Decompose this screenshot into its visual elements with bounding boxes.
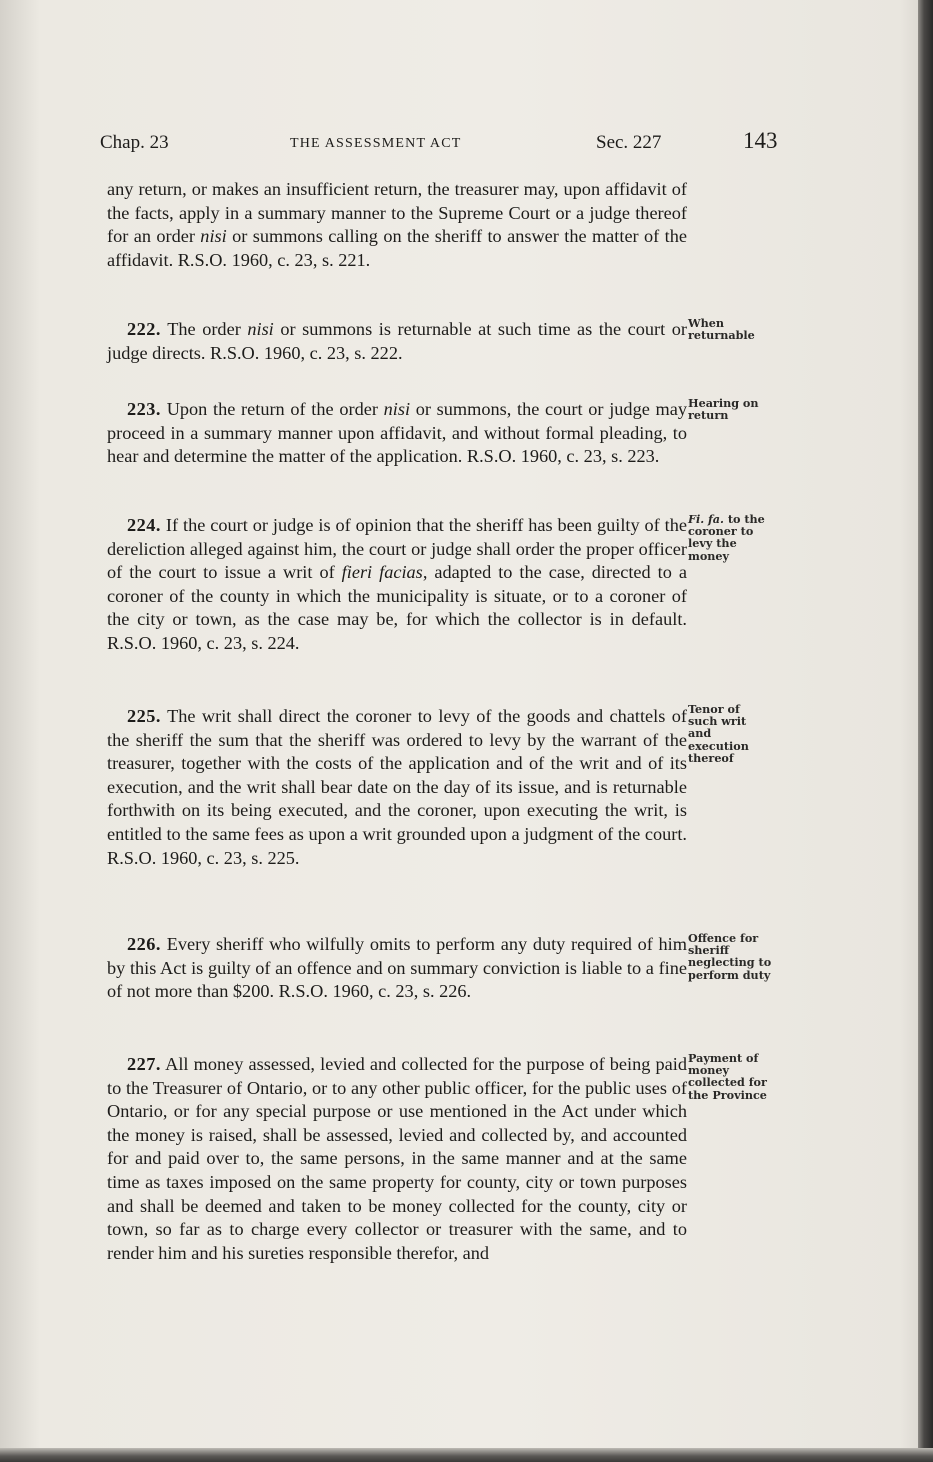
section-222 — [107, 318, 687, 365]
margin-note-222: When returnable — [688, 316, 755, 343]
section-225 — [107, 705, 687, 870]
section-225-number: 225. — [127, 706, 161, 726]
section-226 — [107, 933, 687, 1004]
section-226-paragraph — [107, 933, 687, 1004]
section-223 — [107, 398, 687, 469]
page-number: 143 — [743, 128, 778, 153]
section-227-number: 227. — [127, 1054, 161, 1074]
section-227-paragraph — [107, 1053, 687, 1265]
running-header — [100, 128, 780, 160]
section-227 — [107, 1053, 687, 1265]
section-227-text: All money assessed, levied and collected for the purpose of being paid to the Treasurer of Ontario, or to any other public officer, for the public uses of Ontario, or for any special purpose or use mentioned in the Act under which the money is raised, shall be assessed, levied and collected by, and accounted for and paid over to, the same persons, in the same manner and at the same time as taxes imposed on the same property for county, city or town purposes and shall be deemed and taken to be money collected for the county, city or town, so far as to charge every collector or treasurer with the same, and to render him and his sureties responsible therefor, and — [107, 1054, 687, 1263]
act-title: THE ASSESSMENT ACT — [290, 136, 462, 151]
section-label: Sec. 227 — [596, 132, 662, 153]
continuation-text: any return, or makes an insufficient return, the treasurer may, upon affidavit of the facts, apply in a summary manner to the Supreme Court or a judge thereof for an order nisi or summons calling on the sheriff to answer the matter of the affidavit. R.S.O. 1960, c. 23, s. 221. — [107, 179, 687, 270]
section-224-text: If the court or judge is of opinion that the sheriff has been guilty of the dereliction alleged against him, the court or judge shall order the proper officer of the court to issue a writ of fieri facias, adapted to the case, directed to a coroner of the county in which the municipality is situate, or to a coroner of the city or town, as the case may be, for which the collector is in default. R.S.O. 1960, c. 23, s. 224. — [107, 515, 688, 653]
section-222-text: The order nisi or summons is returnable at such time as the court or judge directs. R.S.O. 1960, c. 23, s. 222. — [107, 319, 688, 363]
section-223-paragraph — [107, 398, 687, 469]
margin-note-225: Tenor of such writ and execution thereof — [688, 702, 749, 765]
section-222-number: 222. — [127, 319, 161, 339]
chapter-label: Chap. 23 — [100, 132, 169, 153]
margin-note-224: Fi. fa. to the coroner to levy the money — [688, 512, 765, 563]
section-224-paragraph — [107, 514, 687, 656]
section-223-number: 223. — [127, 399, 161, 419]
margin-note-226: Offence for sheriff neglecting to perform duty — [688, 931, 772, 982]
section-226-text: Every sheriff who wilfully omits to perform any duty required of him by this Act is guilty of an offence and on summary conviction is liable to a fine of not more than $200. R.S.O. 1960, c. 23, s. 226. — [107, 934, 687, 1002]
section-225-text: The writ shall direct the coroner to levy of the goods and chattels of the sheriff the sum that the sheriff was ordered to levy by the warrant of the treasurer, together with the costs of the application and of the writ and of its execution, and the writ shall bear date on the day of its issue, and is returnable forthwith on its being executed, and the coroner, upon executing the writ, is entitled to the same fees as upon a writ grounded upon a judgment of the court. R.S.O. 1960, c. 23, s. 225. — [107, 706, 687, 868]
section-225-paragraph — [107, 705, 687, 870]
margin-note-227: Payment of money collected for the Province — [688, 1051, 767, 1102]
section-226-number: 226. — [127, 934, 161, 954]
book-spine-shadow — [918, 0, 933, 1462]
section-222-paragraph — [107, 318, 687, 365]
margin-note-223: Hearing on return — [688, 396, 759, 423]
section-223-text: Upon the return of the order nisi or summons, the court or judge may proceed in a summary manner upon affidavit, and without formal pleading, to hear and determine the matter of the application. R.S.O. 1960, c. 23, s. 223. — [107, 399, 687, 467]
section-224 — [107, 514, 687, 656]
continuation-paragraph — [107, 178, 687, 272]
page-bottom-edge — [0, 1448, 933, 1462]
section-224-number: 224. — [127, 515, 161, 535]
